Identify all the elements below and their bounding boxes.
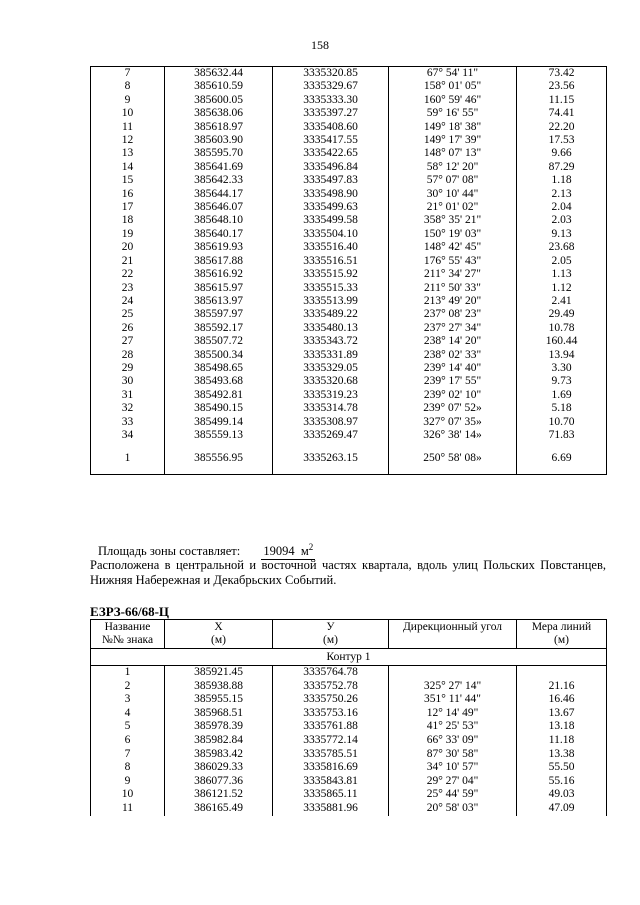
point-number: 10 (91, 107, 165, 120)
table-row (91, 201, 607, 214)
y-coordinate: 3335343.72 (273, 335, 389, 348)
line-length: 1.18 (517, 174, 607, 187)
point-number: 9 (91, 775, 165, 789)
x-coordinate: 385638.06 (165, 107, 273, 120)
line-length: 9.66 (517, 147, 607, 160)
line-length: 13.67 (517, 707, 607, 721)
x-coordinate: 385559.13 (165, 429, 273, 442)
line-length: 1.13 (517, 268, 607, 281)
line-length (517, 666, 607, 680)
x-coordinate: 385498.65 (165, 362, 273, 375)
point-number: 8 (91, 761, 165, 775)
x-coordinate: 385616.92 (165, 268, 273, 281)
x-coordinate: 385615.97 (165, 282, 273, 295)
coordinates-table-continued (90, 66, 607, 475)
y-coordinate: 3335308.97 (273, 416, 389, 429)
point-number: 24 (91, 295, 165, 308)
coordinates-table-ezrz (90, 619, 607, 816)
direction-angle (389, 666, 517, 680)
line-length: 74.41 (517, 107, 607, 120)
y-coordinate: 3335319.23 (273, 389, 389, 402)
direction-angle: 160° 59' 46" (389, 94, 517, 107)
y-coordinate: 3335843.81 (273, 775, 389, 789)
x-coordinate: 385955.15 (165, 693, 273, 707)
y-coordinate: 3335397.27 (273, 107, 389, 120)
y-coordinate: 3335764.78 (273, 666, 389, 680)
direction-angle: 21° 01' 02" (389, 201, 517, 214)
point-number: 10 (91, 788, 165, 802)
point-number: 19 (91, 228, 165, 241)
line-length: 10.78 (517, 322, 607, 335)
point-number: 31 (91, 389, 165, 402)
line-length: 23.68 (517, 241, 607, 254)
direction-angle: 150° 19' 03" (389, 228, 517, 241)
line-length: 10.70 (517, 416, 607, 429)
point-number: 28 (91, 349, 165, 362)
table-row (91, 322, 607, 335)
direction-angle: 238° 02' 33" (389, 349, 517, 362)
x-coordinate: 385644.17 (165, 188, 273, 201)
y-coordinate: 3335513.99 (273, 295, 389, 308)
x-coordinate: 385968.51 (165, 707, 273, 721)
x-coordinate: 386077.36 (165, 775, 273, 789)
line-length: 55.16 (517, 775, 607, 789)
y-coordinate: 3335329.67 (273, 80, 389, 93)
table-row (91, 268, 607, 281)
line-length: 3.30 (517, 362, 607, 375)
table-row (91, 214, 607, 227)
line-length: 71.83 (517, 429, 607, 442)
point-number: 4 (91, 707, 165, 721)
y-coordinate: 3335263.15 (273, 442, 389, 475)
line-length: 2.05 (517, 255, 607, 268)
point-number: 13 (91, 147, 165, 160)
y-coordinate: 3335269.47 (273, 429, 389, 442)
x-coordinate: 385556.95 (165, 442, 273, 475)
header-length: Мера линий (м) (517, 620, 607, 649)
direction-angle: 67° 54' 11" (389, 67, 517, 81)
direction-angle: 237° 27' 34" (389, 322, 517, 335)
table-row (91, 161, 607, 174)
table-row (91, 362, 607, 375)
line-length: 16.46 (517, 693, 607, 707)
line-length: 9.13 (517, 228, 607, 241)
line-length: 9.73 (517, 375, 607, 388)
y-coordinate: 3335865.11 (273, 788, 389, 802)
x-coordinate: 386165.49 (165, 802, 273, 816)
zone-location-description: Расположена в центральной и восточной частях квартала, вдоль улиц Польских Повстанцев, Нижняя Набережная и Декабрьских Событий. (90, 558, 606, 587)
line-length: 47.09 (517, 802, 607, 816)
table-row (91, 80, 607, 93)
y-coordinate: 3335497.83 (273, 174, 389, 187)
direction-angle: 149° 18' 38" (389, 121, 517, 134)
table-row (91, 761, 607, 775)
table-row (91, 788, 607, 802)
y-coordinate: 3335785.51 (273, 748, 389, 762)
page-number: 158 (311, 38, 329, 52)
line-length: 11.18 (517, 734, 607, 748)
table-header-row (91, 620, 607, 649)
table-row (91, 121, 607, 134)
point-number: 12 (91, 134, 165, 147)
y-coordinate: 3335516.51 (273, 255, 389, 268)
y-coordinate: 3335772.14 (273, 734, 389, 748)
x-coordinate: 385982.84 (165, 734, 273, 748)
table-row (91, 666, 607, 680)
x-coordinate: 385507.72 (165, 335, 273, 348)
table-row (91, 389, 607, 402)
line-length: 87.29 (517, 161, 607, 174)
table-row (91, 775, 607, 789)
y-coordinate: 3335329.05 (273, 362, 389, 375)
x-coordinate: 385640.17 (165, 228, 273, 241)
direction-angle: 58° 12' 20" (389, 161, 517, 174)
point-number: 7 (91, 67, 165, 81)
table-row (91, 693, 607, 707)
line-length: 22.20 (517, 121, 607, 134)
x-coordinate: 385648.10 (165, 214, 273, 227)
point-number: 11 (91, 802, 165, 816)
table-row (91, 174, 607, 187)
point-number: 33 (91, 416, 165, 429)
direction-angle: 12° 14' 49" (389, 707, 517, 721)
point-number: 23 (91, 282, 165, 295)
x-coordinate: 385499.14 (165, 416, 273, 429)
y-coordinate: 3335881.96 (273, 802, 389, 816)
direction-angle: 41° 25' 53" (389, 720, 517, 734)
y-coordinate: 3335408.60 (273, 121, 389, 134)
point-number: 34 (91, 429, 165, 442)
y-coordinate: 3335816.69 (273, 761, 389, 775)
point-number: 30 (91, 375, 165, 388)
table-row (91, 375, 607, 388)
direction-angle: 211° 50' 33" (389, 282, 517, 295)
point-number: 29 (91, 362, 165, 375)
direction-angle: 325° 27' 14" (389, 680, 517, 694)
direction-angle: 239° 14' 40" (389, 362, 517, 375)
x-coordinate: 385597.97 (165, 308, 273, 321)
table-row (91, 707, 607, 721)
line-length: 13.94 (517, 349, 607, 362)
x-coordinate: 385978.39 (165, 720, 273, 734)
x-coordinate: 385492.81 (165, 389, 273, 402)
point-number: 21 (91, 255, 165, 268)
line-length: 29.49 (517, 308, 607, 321)
line-length: 6.69 (517, 442, 607, 475)
x-coordinate: 385613.97 (165, 295, 273, 308)
point-number: 32 (91, 402, 165, 415)
line-length: 2.03 (517, 214, 607, 227)
direction-angle: 351° 11' 44" (389, 693, 517, 707)
y-coordinate: 3335515.33 (273, 282, 389, 295)
direction-angle: 327° 07' 35» (389, 416, 517, 429)
y-coordinate: 3335496.84 (273, 161, 389, 174)
line-length: 17.53 (517, 134, 607, 147)
y-coordinate: 3335750.26 (273, 693, 389, 707)
y-coordinate: 3335504.10 (273, 228, 389, 241)
y-coordinate: 3335489.22 (273, 308, 389, 321)
line-length: 2.04 (517, 201, 607, 214)
table-row (91, 720, 607, 734)
direction-angle: 57° 07' 08" (389, 174, 517, 187)
table-row (91, 308, 607, 321)
direction-angle: 30° 10' 44" (389, 188, 517, 201)
x-coordinate: 385983.42 (165, 748, 273, 762)
point-number: 9 (91, 94, 165, 107)
direction-angle: 237° 08' 23" (389, 308, 517, 321)
point-number: 1 (91, 666, 165, 680)
table-row (91, 228, 607, 241)
point-number: 27 (91, 335, 165, 348)
direction-angle: 158° 01' 05" (389, 80, 517, 93)
direction-angle: 87° 30' 58" (389, 748, 517, 762)
direction-angle: 148° 42' 45" (389, 241, 517, 254)
line-length: 13.38 (517, 748, 607, 762)
line-length: 1.12 (517, 282, 607, 295)
header-y: У (м) (273, 620, 389, 649)
table-row (91, 442, 607, 475)
line-length: 5.18 (517, 402, 607, 415)
table-row (91, 188, 607, 201)
header-x: Х (м) (165, 620, 273, 649)
x-coordinate: 385600.05 (165, 94, 273, 107)
x-coordinate: 385603.90 (165, 134, 273, 147)
y-coordinate: 3335498.90 (273, 188, 389, 201)
table-row (91, 241, 607, 254)
table-row (91, 416, 607, 429)
x-coordinate: 385619.93 (165, 241, 273, 254)
y-coordinate: 3335417.55 (273, 134, 389, 147)
direction-angle: 59° 16' 55" (389, 107, 517, 120)
table-row (91, 349, 607, 362)
x-coordinate: 385610.59 (165, 80, 273, 93)
table-row (91, 295, 607, 308)
direction-angle: 326° 38' 14» (389, 429, 517, 442)
direction-angle: 239° 07' 52» (389, 402, 517, 415)
point-number: 5 (91, 720, 165, 734)
line-length: 23.56 (517, 80, 607, 93)
y-coordinate: 3335761.88 (273, 720, 389, 734)
x-coordinate: 385500.34 (165, 349, 273, 362)
table-row (91, 107, 607, 120)
y-coordinate: 3335499.63 (273, 201, 389, 214)
direction-angle: 213° 49' 20" (389, 295, 517, 308)
x-coordinate: 385592.17 (165, 322, 273, 335)
x-coordinate: 385921.45 (165, 666, 273, 680)
x-coordinate: 385642.33 (165, 174, 273, 187)
point-number: 14 (91, 161, 165, 174)
direction-angle: 239° 02' 10" (389, 389, 517, 402)
point-number: 7 (91, 748, 165, 762)
point-number: 25 (91, 308, 165, 321)
contour-label: Контур 1 (91, 649, 607, 666)
line-length: 49.03 (517, 788, 607, 802)
point-number: 18 (91, 214, 165, 227)
point-number: 22 (91, 268, 165, 281)
area-unit: м (300, 544, 309, 559)
y-coordinate: 3335516.40 (273, 241, 389, 254)
header-angle: Дирекционный угол (389, 620, 517, 649)
direction-angle: 25° 44' 59" (389, 788, 517, 802)
area-value: 19094 (263, 544, 295, 559)
x-coordinate: 385490.15 (165, 402, 273, 415)
line-length: 2.13 (517, 188, 607, 201)
direction-angle: 239° 17' 55" (389, 375, 517, 388)
line-length: 2.41 (517, 295, 607, 308)
line-length: 1.69 (517, 389, 607, 402)
point-number: 1 (91, 442, 165, 475)
y-coordinate: 3335320.68 (273, 375, 389, 388)
direction-angle: 148° 07' 13" (389, 147, 517, 160)
x-coordinate: 386121.52 (165, 788, 273, 802)
x-coordinate: 385632.44 (165, 67, 273, 81)
y-coordinate: 3335752.78 (273, 680, 389, 694)
x-coordinate: 385618.97 (165, 121, 273, 134)
table-row (91, 282, 607, 295)
y-coordinate: 3335753.16 (273, 707, 389, 721)
direction-angle: 238° 14' 20" (389, 335, 517, 348)
direction-angle: 176° 55' 43" (389, 255, 517, 268)
table-row (91, 255, 607, 268)
point-number: 2 (91, 680, 165, 694)
table-row (91, 134, 607, 147)
point-number: 6 (91, 734, 165, 748)
table-row (91, 429, 607, 442)
header-name: Название №№ знака (91, 620, 165, 649)
x-coordinate: 385938.88 (165, 680, 273, 694)
x-coordinate: 385646.07 (165, 201, 273, 214)
x-coordinate: 385595.70 (165, 147, 273, 160)
x-coordinate: 386029.33 (165, 761, 273, 775)
line-length: 21.16 (517, 680, 607, 694)
y-coordinate: 3335499.58 (273, 214, 389, 227)
line-length: 73.42 (517, 67, 607, 81)
direction-angle: 66° 33' 09" (389, 734, 517, 748)
x-coordinate: 385641.69 (165, 161, 273, 174)
table-row (91, 147, 607, 160)
table-row (91, 67, 607, 81)
area-label: Площадь зоны составляет: (98, 544, 241, 559)
point-number: 8 (91, 80, 165, 93)
zone-code-title: ЕЗРЗ-66/68-Ц (90, 604, 170, 619)
line-length: 55.50 (517, 761, 607, 775)
direction-angle: 358° 35' 21" (389, 214, 517, 227)
point-number: 20 (91, 241, 165, 254)
y-coordinate: 3335480.13 (273, 322, 389, 335)
point-number: 3 (91, 693, 165, 707)
point-number: 17 (91, 201, 165, 214)
table-row (91, 402, 607, 415)
contour-row (91, 649, 607, 666)
y-coordinate: 3335422.65 (273, 147, 389, 160)
table-row (91, 748, 607, 762)
area-unit-exponent: 2 (308, 542, 314, 552)
table-row (91, 802, 607, 816)
x-coordinate: 385493.68 (165, 375, 273, 388)
y-coordinate: 3335314.78 (273, 402, 389, 415)
y-coordinate: 3335331.89 (273, 349, 389, 362)
table-row (91, 680, 607, 694)
direction-angle: 149° 17' 39" (389, 134, 517, 147)
point-number: 16 (91, 188, 165, 201)
y-coordinate: 3335515.92 (273, 268, 389, 281)
y-coordinate: 3335333.30 (273, 94, 389, 107)
direction-angle: 211° 34' 27" (389, 268, 517, 281)
line-length: 13.18 (517, 720, 607, 734)
direction-angle: 29° 27' 04" (389, 775, 517, 789)
point-number: 11 (91, 121, 165, 134)
line-length: 11.15 (517, 94, 607, 107)
direction-angle: 34° 10' 57" (389, 761, 517, 775)
table-row (91, 734, 607, 748)
y-coordinate: 3335320.85 (273, 67, 389, 81)
direction-angle: 250° 58' 08» (389, 442, 517, 475)
point-number: 15 (91, 174, 165, 187)
x-coordinate: 385617.88 (165, 255, 273, 268)
point-number: 26 (91, 322, 165, 335)
line-length: 160.44 (517, 335, 607, 348)
table-row (91, 94, 607, 107)
direction-angle: 20° 58' 03" (389, 802, 517, 816)
table-row (91, 335, 607, 348)
